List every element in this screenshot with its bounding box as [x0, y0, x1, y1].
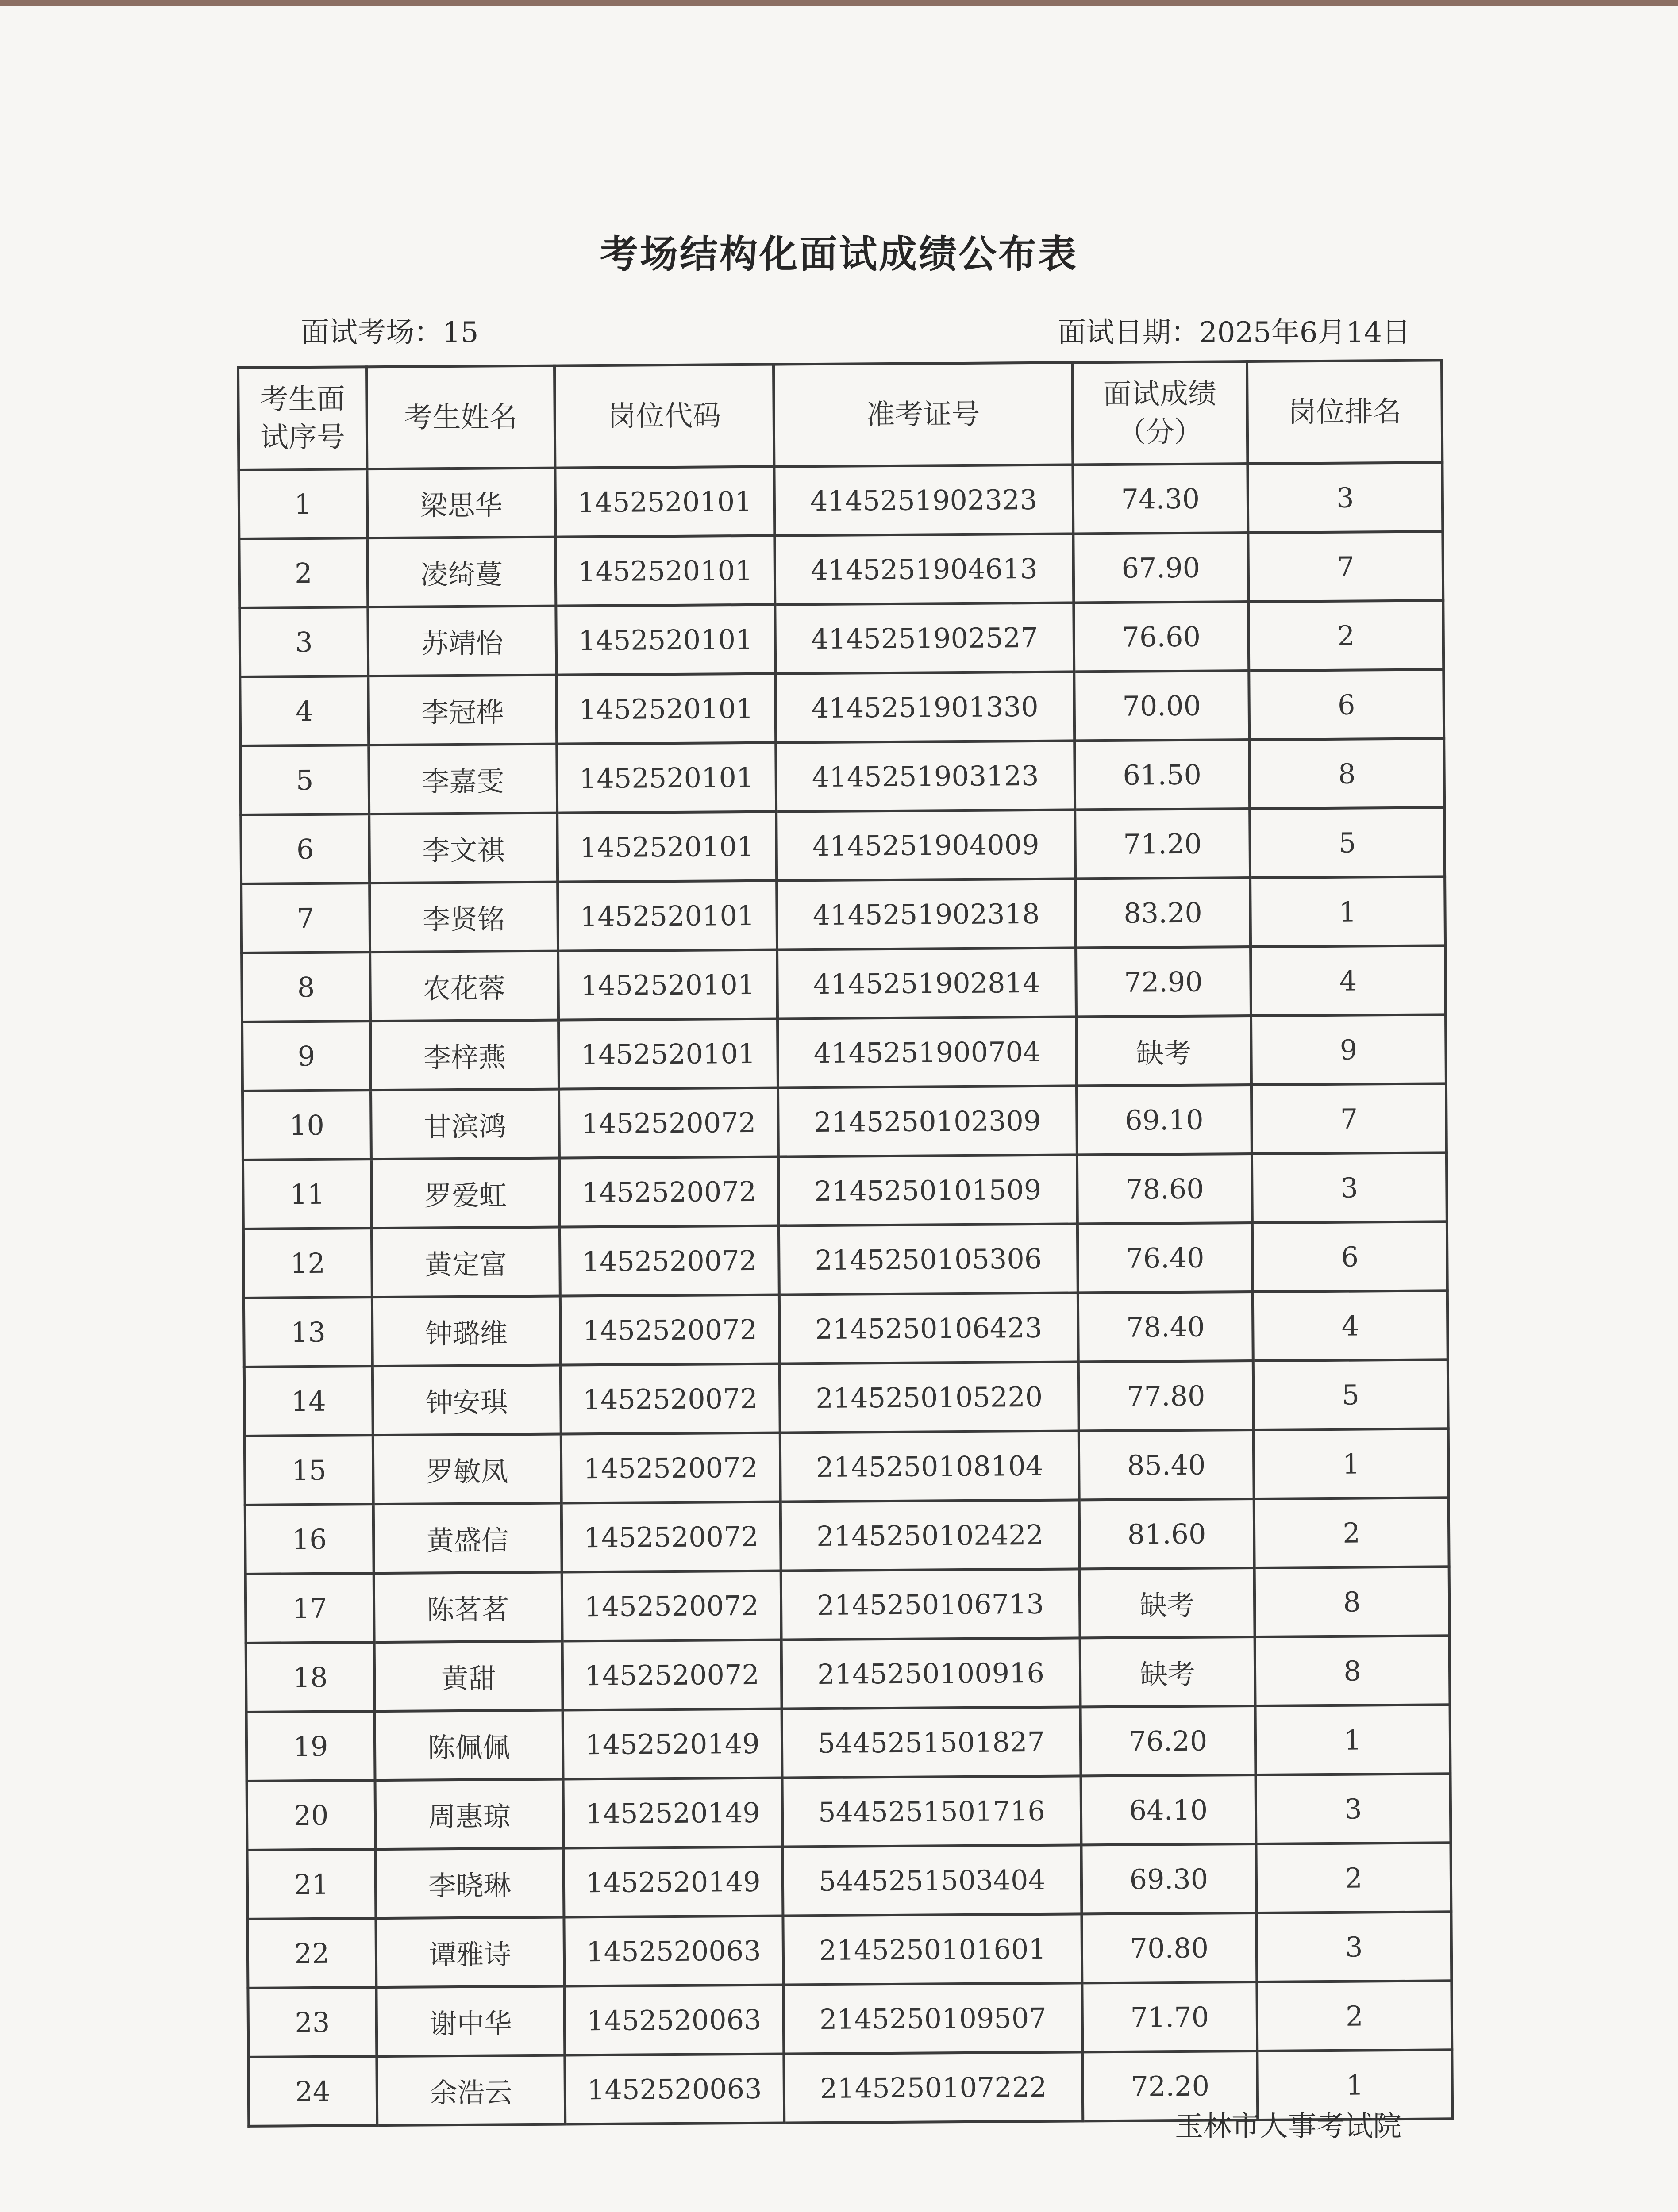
- paper-top-edge: [0, 0, 1678, 6]
- cell-score: 缺考: [1080, 1637, 1255, 1707]
- header-seq: 考生面试序号: [238, 367, 367, 470]
- cell-name: 钟璐维: [372, 1296, 561, 1367]
- cell-seq: 24: [248, 2056, 377, 2126]
- table-row: [240, 738, 1444, 815]
- table-row: [245, 1429, 1449, 1505]
- cell-post-code: 1452520072: [561, 1433, 781, 1503]
- cell-seq: 14: [244, 1366, 373, 1436]
- cell-seq: 16: [245, 1504, 374, 1574]
- cell-ticket-number: 2145250105306: [779, 1224, 1078, 1294]
- cell-name: 钟安琪: [373, 1365, 561, 1436]
- cell-ticket-number: 2145250105220: [780, 1362, 1079, 1432]
- table-header-row: [238, 360, 1442, 470]
- cell-rank: 3: [1247, 462, 1443, 533]
- cell-seq: 20: [247, 1780, 376, 1850]
- cell-ticket-number: 2145250109507: [783, 1983, 1082, 2054]
- header-score: 面试成绩（分）: [1072, 361, 1247, 465]
- cell-ticket-number: 2145250106423: [779, 1293, 1078, 1363]
- cell-name: 李晓琳: [375, 1848, 564, 1919]
- cell-rank: 2: [1248, 600, 1443, 671]
- cell-score: 72.90: [1076, 947, 1251, 1017]
- header-name: 考生姓名: [366, 366, 555, 469]
- cell-seq: 5: [240, 745, 369, 815]
- cell-score: 69.10: [1077, 1085, 1252, 1155]
- cell-rank: 3: [1255, 1774, 1451, 1844]
- cell-post-code: 1452520101: [557, 743, 776, 813]
- cell-seq: 19: [246, 1711, 375, 1781]
- header-post-code: 岗位代码: [554, 365, 774, 468]
- cell-score: 64.10: [1081, 1775, 1256, 1845]
- cell-score: 83.20: [1075, 878, 1251, 948]
- cell-rank: 8: [1255, 1636, 1450, 1706]
- cell-ticket-number: 5445251501716: [782, 1776, 1081, 1847]
- cell-score: 70.80: [1081, 1913, 1257, 1983]
- cell-score: 72.20: [1082, 2051, 1258, 2121]
- cell-seq: 2: [239, 538, 368, 608]
- cell-name: 李文祺: [369, 813, 558, 883]
- cell-post-code: 1452520072: [562, 1640, 782, 1710]
- cell-ticket-number: 2145250106713: [781, 1569, 1080, 1640]
- cell-rank: 3: [1256, 1912, 1451, 1982]
- cell-ticket-number: 2145250100916: [781, 1638, 1081, 1709]
- cell-ticket-number: 2145250102422: [781, 1500, 1080, 1571]
- cell-rank: 3: [1252, 1152, 1447, 1223]
- cell-post-code: 1452520072: [562, 1571, 781, 1641]
- cell-seq: 8: [242, 952, 370, 1022]
- cell-score: 69.30: [1081, 1844, 1256, 1914]
- cell-post-code: 1452520101: [556, 605, 775, 675]
- cell-score: 74.30: [1073, 464, 1248, 534]
- cell-score: 77.80: [1078, 1361, 1254, 1431]
- venue-value: 15: [443, 316, 479, 349]
- cell-post-code: 1452520101: [555, 467, 774, 537]
- cell-post-code: 1452520101: [557, 812, 777, 882]
- date-info: [1058, 310, 1410, 350]
- cell-ticket-number: 4145251903123: [776, 741, 1075, 811]
- header-ticket-number: 准考证号: [774, 362, 1073, 466]
- table-row: [241, 876, 1445, 953]
- table-row: [245, 1498, 1449, 1574]
- cell-ticket-number: 2145250101509: [778, 1155, 1078, 1225]
- cell-score: 71.20: [1075, 809, 1250, 879]
- table-row: [242, 1014, 1446, 1091]
- cell-name: 李贤铭: [369, 882, 558, 952]
- cell-rank: 7: [1251, 1083, 1447, 1154]
- cell-score: 78.60: [1077, 1154, 1252, 1224]
- cell-score: 76.60: [1074, 602, 1249, 672]
- cell-name: 黄甜: [374, 1641, 563, 1712]
- cell-name: 周惠琼: [375, 1779, 564, 1850]
- cell-rank: 8: [1255, 1567, 1450, 1637]
- table-row: [244, 1290, 1448, 1367]
- cell-seq: 18: [246, 1642, 375, 1712]
- cell-ticket-number: 2145250102309: [778, 1086, 1077, 1156]
- cell-score: 71.70: [1082, 1982, 1257, 2052]
- cell-rank: 2: [1256, 1843, 1451, 1913]
- cell-score: 76.20: [1081, 1706, 1256, 1776]
- table-row: [244, 1359, 1448, 1436]
- cell-rank: 1: [1255, 1705, 1451, 1775]
- cell-ticket-number: 2145250101601: [783, 1914, 1082, 1985]
- cell-post-code: 1452520149: [563, 1778, 783, 1848]
- cell-name: 谢中华: [376, 1986, 565, 2057]
- table-row: [247, 1774, 1451, 1850]
- cell-rank: 6: [1249, 669, 1444, 740]
- table-row: [246, 1567, 1450, 1643]
- cell-rank: 1: [1250, 876, 1445, 947]
- cell-name: 陈佩佩: [375, 1710, 563, 1781]
- cell-seq: 3: [239, 607, 368, 677]
- table-row: [247, 1843, 1451, 1919]
- table-row: [246, 1636, 1450, 1712]
- cell-seq: 21: [247, 1849, 376, 1919]
- cell-seq: 11: [243, 1159, 372, 1229]
- cell-post-code: 1452520063: [564, 1985, 784, 2055]
- cell-name: 李冠桦: [368, 675, 557, 745]
- table-row: [241, 807, 1445, 884]
- cell-rank: 7: [1248, 531, 1443, 602]
- cell-name: 陈茗茗: [374, 1572, 562, 1643]
- cell-name: 凌绮蔓: [367, 537, 556, 607]
- cell-name: 李梓燕: [370, 1020, 559, 1091]
- venue-label: 面试考场：: [301, 316, 443, 349]
- cell-score: 缺考: [1076, 1016, 1251, 1086]
- cell-rank: 5: [1253, 1359, 1448, 1430]
- issuer: 玉林市人事考试院: [1175, 2110, 1401, 2143]
- table-body: [239, 462, 1452, 2126]
- cell-score: 61.50: [1074, 740, 1250, 810]
- cell-rank: 1: [1257, 2050, 1452, 2120]
- cell-ticket-number: 2145250107222: [784, 2052, 1083, 2123]
- cell-ticket-number: 4145251902814: [777, 948, 1076, 1018]
- cell-ticket-number: 5445251501827: [782, 1707, 1081, 1778]
- table-row: [243, 1221, 1447, 1298]
- cell-seq: 13: [244, 1297, 373, 1367]
- cell-ticket-number: 4145251900704: [777, 1017, 1077, 1087]
- cell-rank: 6: [1252, 1221, 1447, 1292]
- date-value: 2025年6月14日: [1199, 316, 1411, 349]
- cell-post-code: 1452520072: [562, 1502, 781, 1572]
- venue-info: [301, 310, 478, 350]
- cell-name: 苏靖怡: [368, 606, 556, 676]
- cell-seq: 22: [247, 1918, 376, 1988]
- cell-seq: 17: [246, 1573, 374, 1643]
- cell-score: 76.40: [1078, 1223, 1253, 1293]
- table-row: [240, 669, 1444, 746]
- cell-name: 黄定富: [372, 1227, 560, 1298]
- cell-ticket-number: 4145251901330: [775, 672, 1074, 742]
- cell-rank: 8: [1249, 738, 1444, 809]
- cell-rank: 5: [1250, 807, 1445, 878]
- table-row: [243, 1152, 1447, 1229]
- cell-rank: 1: [1254, 1429, 1449, 1499]
- cell-name: 黄盛信: [373, 1503, 562, 1574]
- cell-score: 81.60: [1079, 1499, 1255, 1569]
- cell-rank: 2: [1254, 1498, 1449, 1568]
- table-row: [247, 1912, 1451, 1988]
- cell-seq: 12: [243, 1228, 372, 1298]
- cell-name: 余浩云: [377, 2055, 565, 2126]
- cell-score: 85.40: [1079, 1430, 1254, 1500]
- page-title: 考场结构化面试成绩公布表: [600, 232, 1078, 276]
- score-table: [237, 359, 1454, 2128]
- cell-post-code: 1452520063: [564, 1916, 783, 1986]
- table-row: [239, 462, 1443, 539]
- cell-name: 罗敏凤: [373, 1434, 562, 1505]
- table-row: [246, 1705, 1451, 1781]
- cell-post-code: 1452520101: [558, 881, 777, 951]
- cell-name: 李嘉雯: [369, 744, 557, 814]
- cell-rank: 4: [1253, 1290, 1448, 1361]
- cell-ticket-number: 4145251902527: [775, 603, 1074, 673]
- cell-ticket-number: 4145251902323: [774, 465, 1073, 535]
- cell-post-code: 1452520072: [559, 1157, 779, 1227]
- cell-ticket-number: 2145250108104: [780, 1431, 1079, 1502]
- table-row: [242, 945, 1446, 1022]
- cell-post-code: 1452520149: [563, 1847, 783, 1917]
- cell-post-code: 1452520101: [558, 1019, 778, 1089]
- table-row: [239, 600, 1443, 677]
- cell-post-code: 1452520101: [555, 536, 775, 606]
- cell-seq: 4: [240, 676, 369, 746]
- cell-ticket-number: 5445251503404: [782, 1845, 1081, 1916]
- cell-seq: 9: [242, 1021, 371, 1091]
- cell-seq: 1: [239, 469, 367, 539]
- cell-post-code: 1452520101: [556, 674, 776, 744]
- table-row: [248, 1981, 1452, 2057]
- cell-seq: 15: [245, 1435, 373, 1505]
- cell-rank: 2: [1257, 1981, 1452, 2051]
- cell-score: 67.90: [1073, 533, 1248, 603]
- cell-post-code: 1452520149: [563, 1709, 782, 1779]
- cell-ticket-number: 4145251902318: [777, 879, 1076, 949]
- cell-name: 甘滨鸿: [371, 1089, 559, 1160]
- cell-name: 罗爱虹: [371, 1158, 560, 1229]
- cell-name: 农花蓉: [370, 951, 558, 1022]
- cell-ticket-number: 4145251904009: [776, 810, 1075, 880]
- cell-post-code: 1452520072: [559, 1088, 778, 1158]
- cell-seq: 7: [241, 883, 370, 953]
- cell-score: 70.00: [1074, 671, 1249, 741]
- cell-name: 谭雅诗: [376, 1917, 564, 1988]
- cell-rank: 9: [1251, 1014, 1446, 1085]
- cell-score: 缺考: [1080, 1568, 1255, 1638]
- cell-post-code: 1452520072: [561, 1364, 780, 1434]
- cell-score: 78.40: [1078, 1292, 1253, 1362]
- cell-seq: 23: [248, 1987, 377, 2057]
- cell-seq: 6: [241, 814, 369, 884]
- cell-post-code: 1452520063: [565, 2054, 784, 2124]
- cell-rank: 4: [1251, 945, 1446, 1016]
- table-row: [239, 531, 1443, 608]
- header-rank: 岗位排名: [1247, 360, 1442, 464]
- date-label: 面试日期：: [1058, 316, 1199, 349]
- cell-name: 梁思华: [367, 468, 555, 538]
- table-row: [242, 1083, 1447, 1160]
- cell-post-code: 1452520072: [560, 1295, 780, 1365]
- cell-post-code: 1452520101: [558, 950, 777, 1020]
- cell-post-code: 1452520072: [560, 1226, 779, 1296]
- cell-ticket-number: 4145251904613: [774, 534, 1074, 604]
- cell-seq: 10: [242, 1090, 371, 1160]
